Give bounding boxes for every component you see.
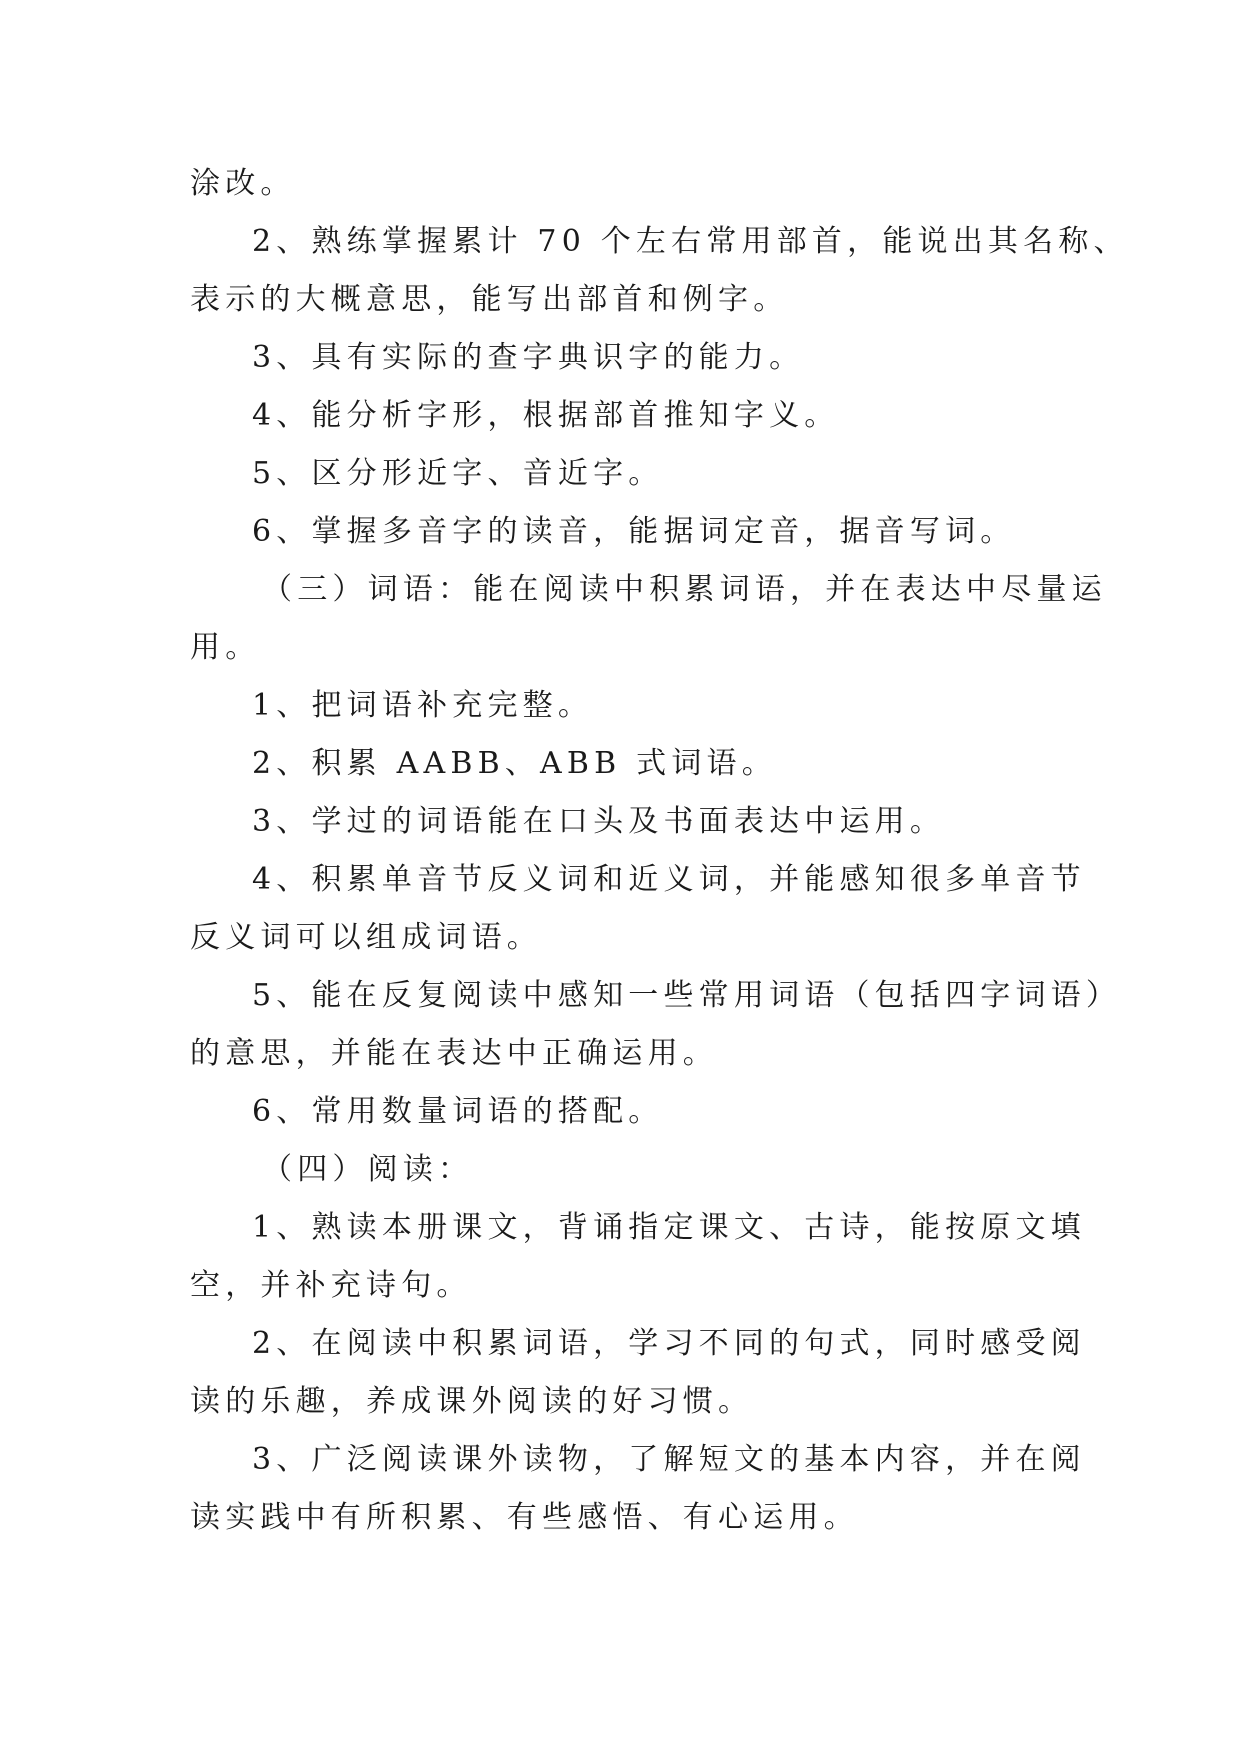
text-line: 读的乐趣，养成课外阅读的好习惯。 — [190, 1384, 754, 1419]
text-line: 1、熟读本册课文，背诵指定课文、古诗，能按原文填 — [252, 1210, 1086, 1245]
text-line: 4、能分析字形，根据部首推知字义。 — [252, 398, 840, 433]
text-line: 反义词可以组成词语。 — [190, 920, 542, 955]
text-line: 5、能在反复阅读中感知一些常用词语（包括四字词语） — [252, 978, 1122, 1013]
text-line: 表示的大概意思，能写出部首和例字。 — [190, 282, 789, 317]
section-heading: （三）词语：能在阅读中积累词语，并在表达中尽量运 — [262, 572, 1107, 607]
text-line: 6、常用数量词语的搭配。 — [252, 1094, 664, 1129]
text-line: 5、区分形近字、音近字。 — [252, 456, 664, 491]
text-line: 2、熟练掌握累计 70 个左右常用部首，能说出其名称、 — [252, 224, 1129, 259]
text-line: 3、广泛阅读课外读物，了解短文的基本内容，并在阅 — [252, 1442, 1086, 1477]
text-line: 用。 — [190, 630, 261, 665]
text-line: 3、具有实际的查字典识字的能力。 — [252, 340, 805, 375]
text-line: 读实践中有所积累、有些感悟、有心运用。 — [190, 1500, 859, 1535]
text-line: 涂改。 — [190, 166, 296, 201]
text-line: 空，并补充诗句。 — [190, 1268, 472, 1303]
text-line: 4、积累单音节反义词和近义词，并能感知很多单音节 — [252, 862, 1086, 897]
text-line: 6、掌握多音字的读音，能据词定音，据音写词。 — [252, 514, 1016, 549]
text-line: 的意思，并能在表达中正确运用。 — [190, 1036, 718, 1071]
section-heading: （四）阅读： — [262, 1152, 474, 1187]
text-line: 1、把词语补充完整。 — [252, 688, 594, 723]
text-line: 2、在阅读中积累词语，学习不同的句式，同时感受阅 — [252, 1326, 1086, 1361]
text-line: 3、学过的词语能在口头及书面表达中运用。 — [252, 804, 946, 839]
text-line: 2、积累 AABB、ABB 式词语。 — [252, 746, 777, 781]
